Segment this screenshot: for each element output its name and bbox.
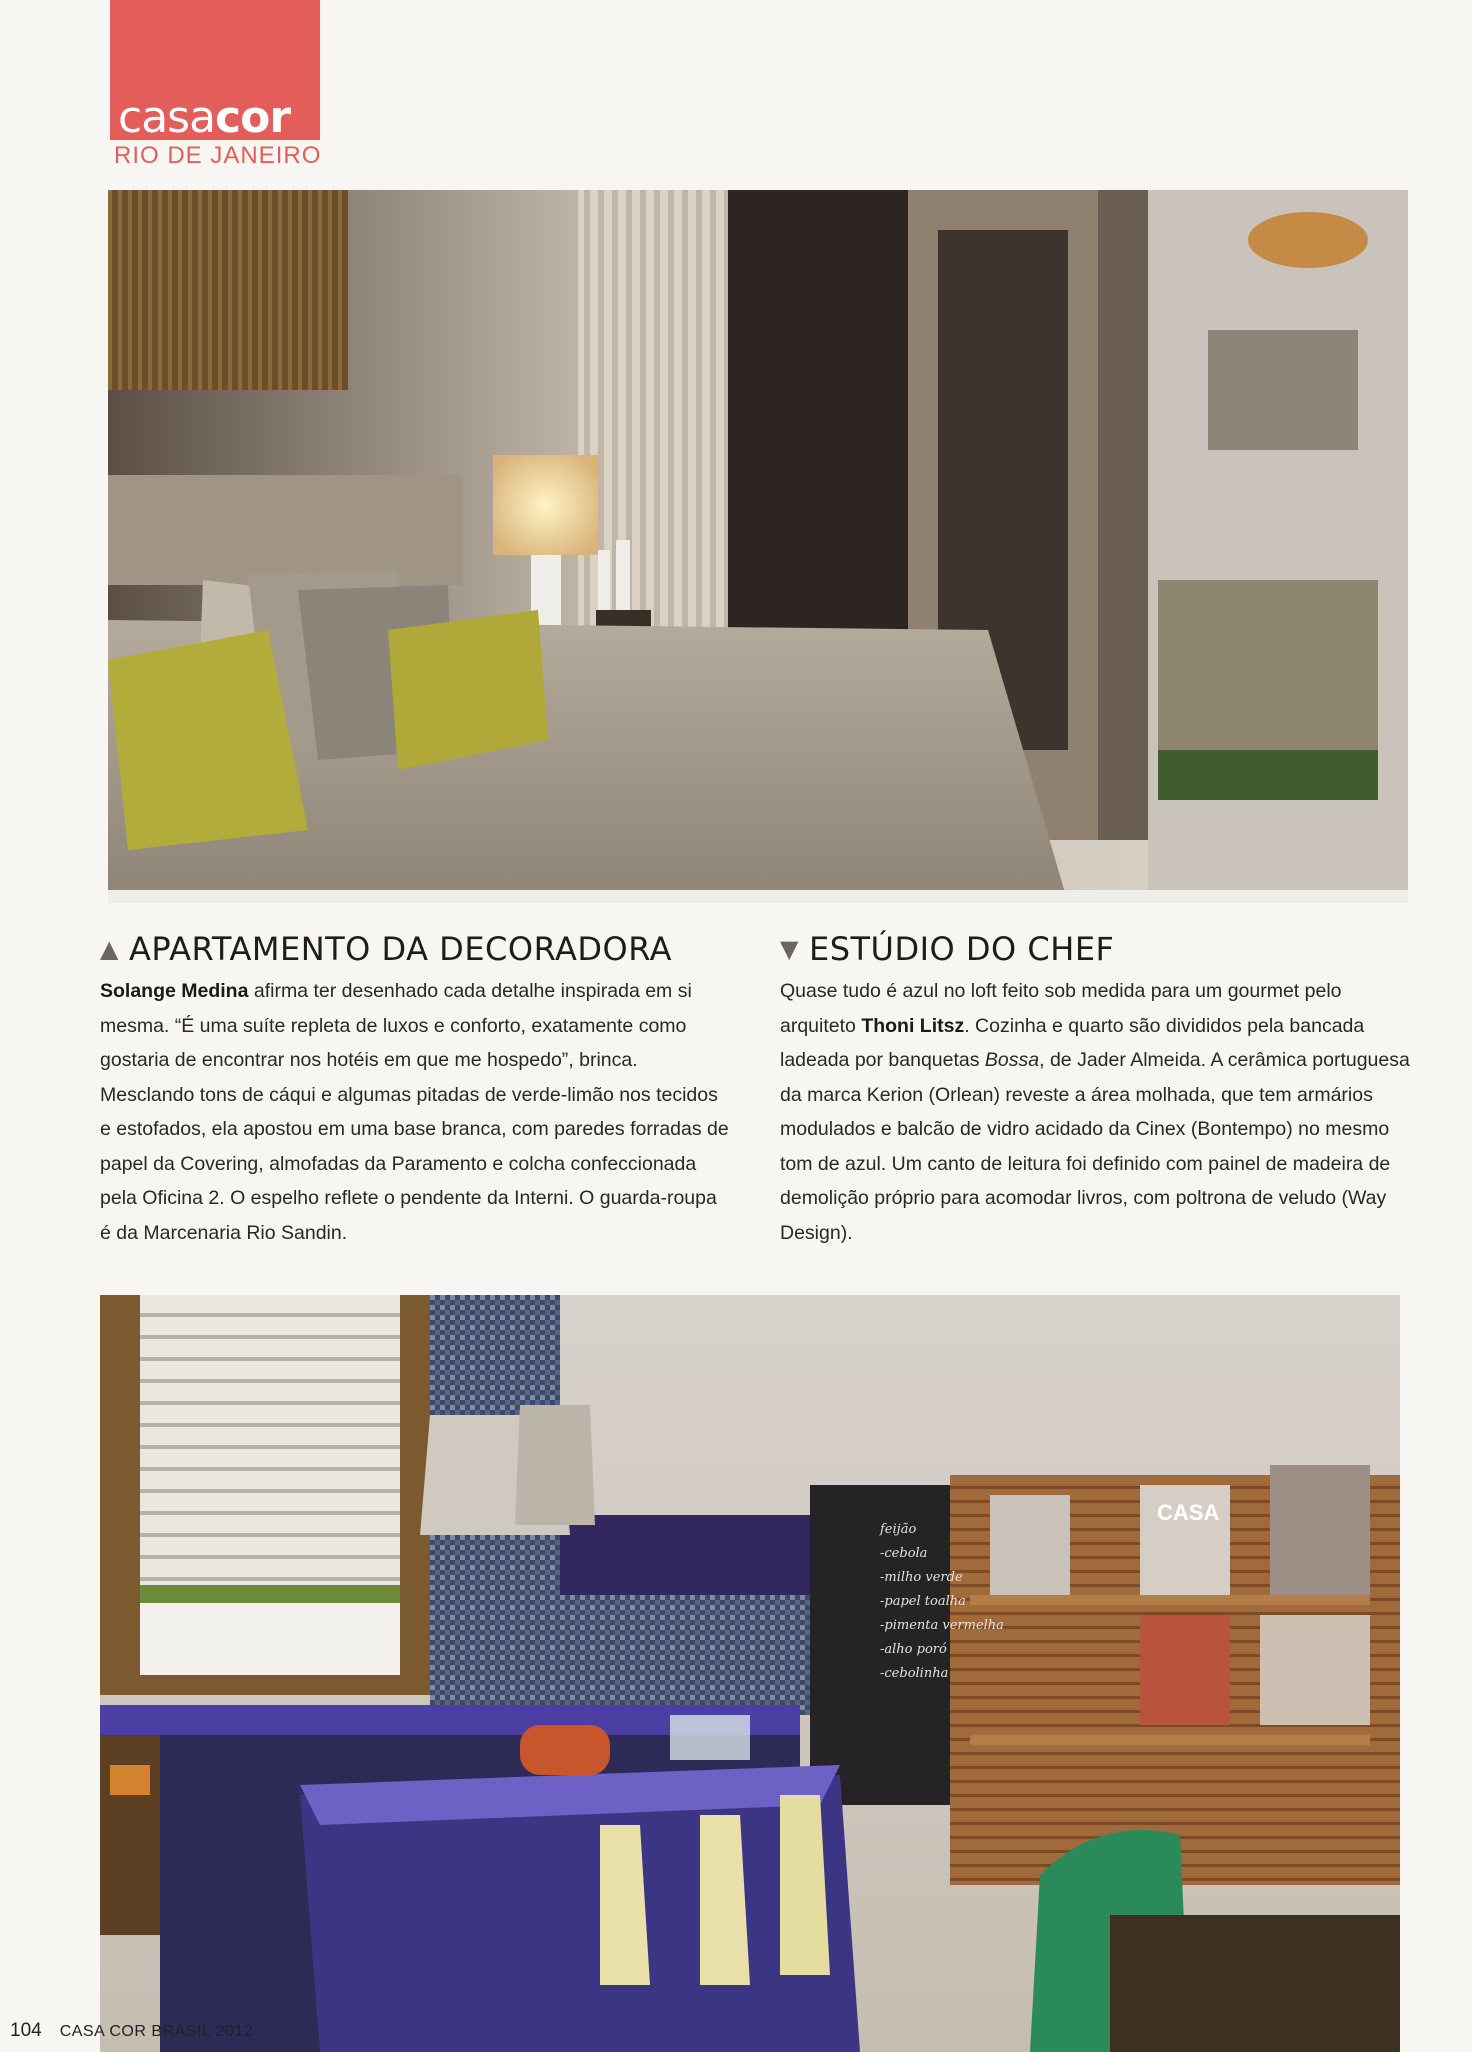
publication-name: CASA COR BRASIL 2012	[59, 2023, 254, 2040]
chalkboard-item: feijão	[880, 1522, 917, 1537]
chalkboard-item: -cebolinha	[880, 1666, 949, 1681]
page-number: 104	[10, 2020, 42, 2041]
chalkboard-item: -cebola	[880, 1546, 928, 1561]
triangle-up-icon: ▲	[100, 935, 119, 963]
triangle-down-icon: ▼	[780, 935, 799, 963]
magazine-cover-label: CASA	[1157, 1500, 1220, 1525]
article-title: ▲ APARTAMENTO DA DECORADORA	[100, 930, 673, 968]
article-estudio	[780, 930, 1410, 1250]
article-title: ▼ ESTÚDIO DO CHEF	[780, 930, 1115, 968]
article-body: Quase tudo é azul no loft feito sob medida para um gourmet pelo arquiteto Thoni Litsz. Cozinha e quarto são divididos pela bancada ladeada por banquetas Bossa, de Jader Almeida. A cerâmica portuguesa da marca Kerion (Orlean) reveste a área molhada, que tem armários modulados e balcão de vidro acidado da Cinex (Bontempo) no mesmo tom de azul. Um canto de leitura foi definido com painel de madeira de demolição próprio para acomodar livros, com poltrona de veludo (Way Design).	[780, 980, 1410, 1244]
article-apartamento	[100, 930, 730, 1250]
logo-wordmark: casacor	[118, 92, 291, 143]
chalkboard-item: -papel toalha	[880, 1594, 966, 1609]
chalkboard-item: -pimenta vermelha	[880, 1618, 1004, 1633]
article-body: Solange Medina afirma ter desenhado cada detalhe inspirada em si mesma. “É uma suíte repleta de luxos e conforto, exatamente como gostaria de encontrar nos hotéis em que me hospedo”, brinca. Mesclando tons de cáqui e algumas pitadas de verde-limão nos tecidos e estofados, ela apostou em uma base branca, com paredes forradas de papel da Covering, almofadas da Paramento e colcha confeccionada pela Oficina 2. O espelho reflete o pendente da Interni. O guarda-roupa é da Marcenaria Rio Sandin.	[100, 980, 729, 1244]
chalkboard-item: -alho poró	[880, 1642, 947, 1657]
bedroom-photo	[108, 190, 1408, 903]
brand-logo	[110, 0, 320, 143]
edition-label: RIO DE JANEIRO	[114, 142, 322, 169]
chalkboard-list	[880, 1518, 1010, 1686]
page-footer	[10, 2020, 253, 2042]
kitchen-photo	[100, 1295, 1400, 2052]
chalkboard-item: -milho verde	[880, 1570, 963, 1585]
